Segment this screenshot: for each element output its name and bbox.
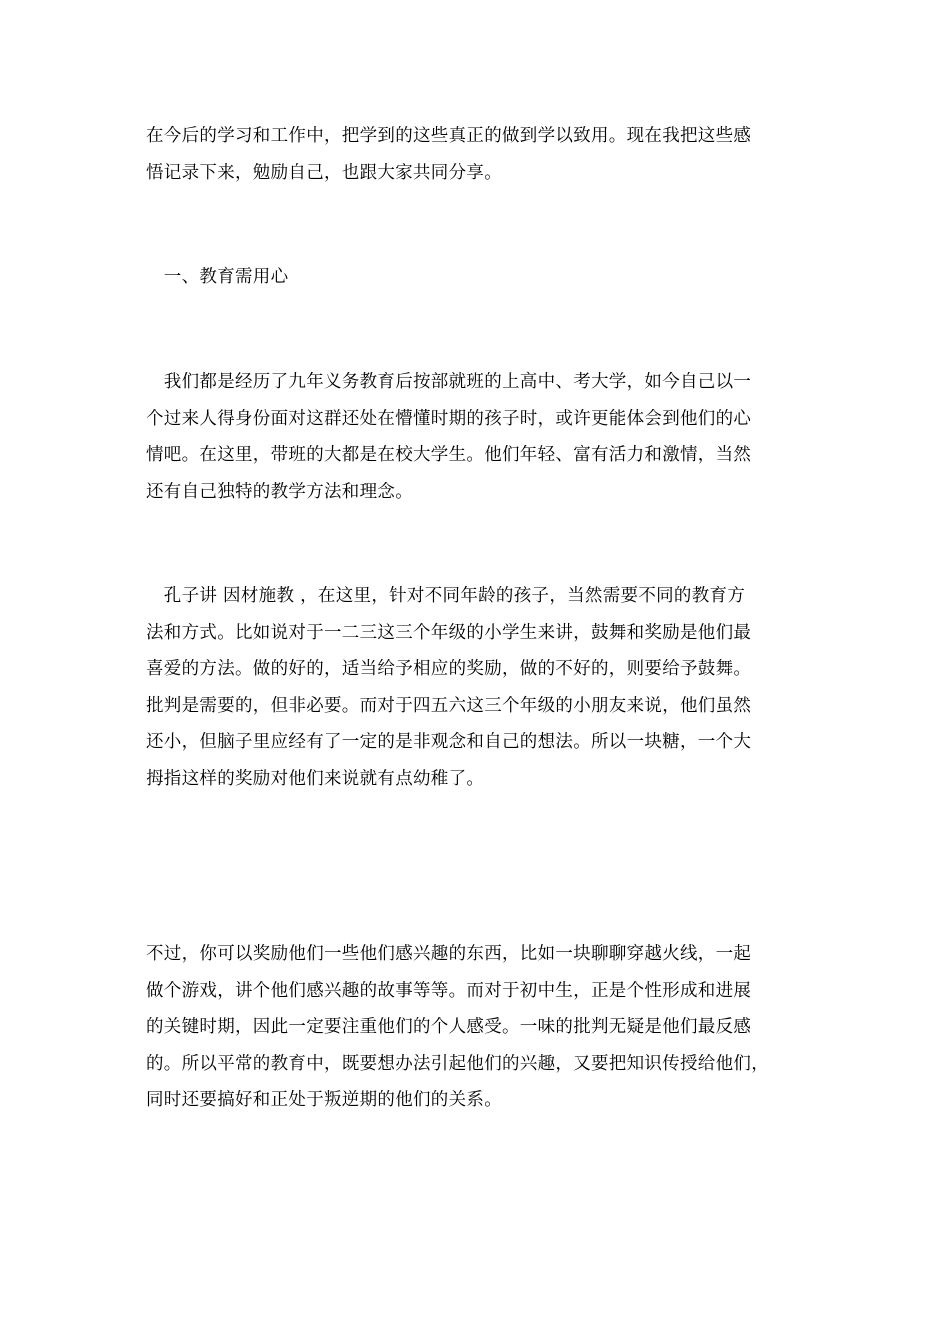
text-line: 在今后的学习和工作中，把学到的这些真正的做到学以致用。现在我把这些感	[146, 126, 752, 146]
text-line: 批判是需要的，但非必要。而对于四五六这三个年级的小朋友来说，他们虽然	[146, 695, 752, 716]
text-line: 还有自己独特的教学方法和理念。	[146, 481, 413, 502]
text-line: 做个游戏，讲个他们感兴趣的故事等等。而对于初中生，正是个性形成和进展	[146, 980, 752, 1001]
text-line: 喜爱的方法。做的好的，适当给予相应的奖励，做的不好的，则要给予鼓舞。	[146, 659, 752, 679]
text-line: 个过来人得身份面对这群还处在懵懂时期的孩子时，或许更能体会到他们的心	[146, 408, 752, 429]
text-line: 情吧。在这里，带班的大都是在校大学生。他们年轻、富有活力和激情，当然	[146, 445, 752, 465]
section-heading-text: 一、教育需用心	[146, 267, 289, 287]
text-line: 悟记录下来，勉励自己，也跟大家共同分享。	[146, 162, 502, 183]
text-line: 不过，你可以奖励他们一些他们感兴趣的东西，比如一块聊聊穿越火线，一起	[146, 944, 752, 964]
paragraph-middle-school	[146, 936, 808, 1119]
text-line: 我们都是经历了九年义务教育后按部就班的上高中、考大学，如今自己以一	[146, 372, 752, 392]
text-line: 法和方式。比如说对于一二三这三个年级的小学生来讲，鼓舞和奖励是他们最	[146, 622, 752, 643]
text-line: 孔子讲 因材施教 ，在这里，针对不同年龄的孩子，当然需要不同的教育方	[146, 586, 746, 606]
text-line: 的关键时期，因此一定要注重他们的个人感受。一味的批判无疑是他们最反感	[146, 1017, 752, 1037]
paragraph-teaching-methods	[146, 578, 808, 797]
text-line: 同时还要搞好和正处于叛逆期的他们的关系。	[146, 1090, 502, 1110]
section-heading-1	[146, 259, 808, 296]
text-line: 的。所以平常的教育中，既要想办法引起他们的兴趣，又要把知识传授给他们，	[146, 1053, 769, 1074]
paragraph-intro-closing	[146, 118, 808, 191]
paragraph-experience	[146, 364, 808, 510]
text-line: 拇指这样的奖励对他们来说就有点幼稚了。	[146, 768, 485, 789]
text-line: 还小，但脑子里应经有了一定的是非观念和自己的想法。所以一块糖，一个大	[146, 732, 752, 752]
